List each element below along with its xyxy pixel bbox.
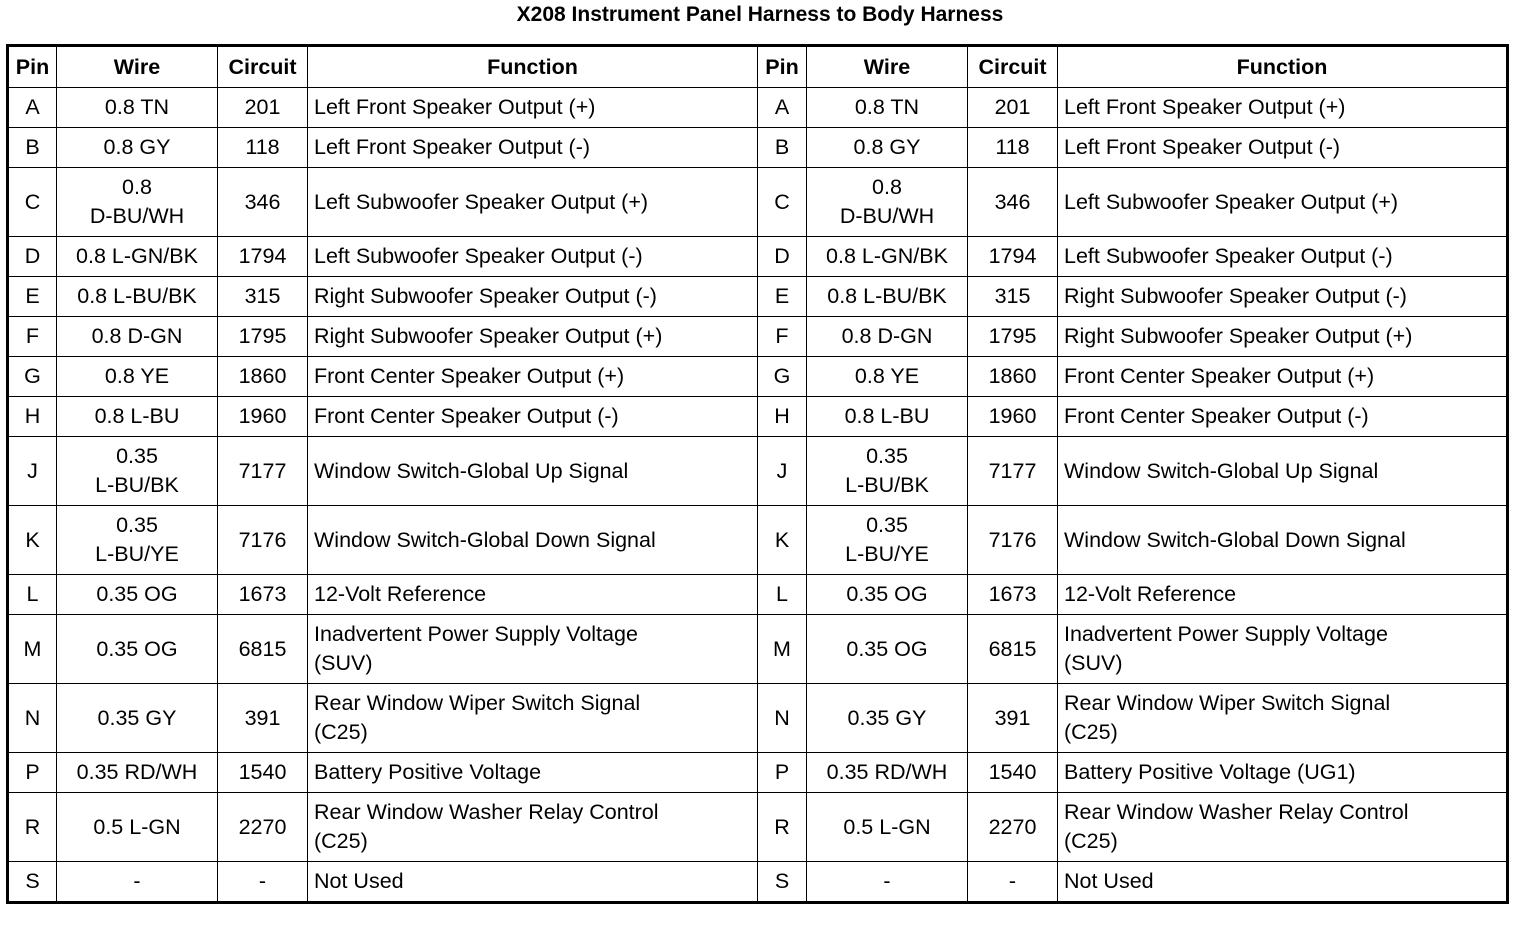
right-circuit-cell: 1794 (968, 237, 1058, 277)
table-row (8, 128, 1508, 168)
harness-pinout-table (6, 44, 1509, 904)
right-wire-cell: 0.8 D-BU/WH (807, 168, 968, 237)
left-circuit-cell: 1540 (218, 753, 308, 793)
right-function-cell: Left Front Speaker Output (-) (1058, 128, 1508, 168)
left-circuit-cell: 6815 (218, 615, 308, 684)
left-wire-cell: 0.35 L-BU/YE (57, 506, 218, 575)
table-row (8, 317, 1508, 357)
right-pin-cell: G (758, 357, 807, 397)
right-circuit-cell: 7176 (968, 506, 1058, 575)
right-circuit-cell: 1795 (968, 317, 1058, 357)
right-function-cell: Left Subwoofer Speaker Output (-) (1058, 237, 1508, 277)
left-function-cell: Right Subwoofer Speaker Output (-) (308, 277, 758, 317)
left-pin-cell: R (8, 793, 57, 862)
left-pin-cell: L (8, 575, 57, 615)
left-function-cell: Right Subwoofer Speaker Output (+) (308, 317, 758, 357)
right-circuit-cell: 7177 (968, 437, 1058, 506)
left-circuit-cell: 1960 (218, 397, 308, 437)
table-row (8, 684, 1508, 753)
right-wire-cell: 0.35 OG (807, 575, 968, 615)
right-function-cell: Inadvertent Power Supply Voltage (SUV) (1058, 615, 1508, 684)
table-row (8, 575, 1508, 615)
left-pin-cell: C (8, 168, 57, 237)
right-function-cell: Window Switch-Global Up Signal (1058, 437, 1508, 506)
table-row (8, 615, 1508, 684)
right-pin-cell: P (758, 753, 807, 793)
left-circuit-cell: 201 (218, 88, 308, 128)
right-wire-cell: 0.35 GY (807, 684, 968, 753)
left-wire-cell: 0.8 D-BU/WH (57, 168, 218, 237)
left-function-cell: 12-Volt Reference (308, 575, 758, 615)
right-function-cell: Battery Positive Voltage (UG1) (1058, 753, 1508, 793)
left-wire-cell: 0.35 L-BU/BK (57, 437, 218, 506)
right-circuit-cell: 118 (968, 128, 1058, 168)
right-function-cell: Right Subwoofer Speaker Output (+) (1058, 317, 1508, 357)
left-circuit-cell: 346 (218, 168, 308, 237)
header-pin: Pin (8, 46, 57, 88)
right-wire-cell: 0.35 RD/WH (807, 753, 968, 793)
left-pin-cell: K (8, 506, 57, 575)
left-wire-cell: 0.35 OG (57, 575, 218, 615)
header-function: Function (308, 46, 758, 88)
right-pin-cell: A (758, 88, 807, 128)
table-row (8, 753, 1508, 793)
right-circuit-cell: 6815 (968, 615, 1058, 684)
left-wire-cell: 0.8 GY (57, 128, 218, 168)
left-pin-cell: B (8, 128, 57, 168)
left-circuit-cell: 7176 (218, 506, 308, 575)
left-function-cell: Left Front Speaker Output (-) (308, 128, 758, 168)
right-circuit-cell: 1540 (968, 753, 1058, 793)
right-pin-cell: M (758, 615, 807, 684)
right-pin-cell: N (758, 684, 807, 753)
left-circuit-cell: 2270 (218, 793, 308, 862)
left-pin-cell: G (8, 357, 57, 397)
table-row (8, 168, 1508, 237)
header-wire: Wire (807, 46, 968, 88)
left-pin-cell: D (8, 237, 57, 277)
left-function-cell: Rear Window Washer Relay Control (C25) (308, 793, 758, 862)
left-wire-cell: - (57, 862, 218, 903)
table-row (8, 88, 1508, 128)
left-function-cell: Left Front Speaker Output (+) (308, 88, 758, 128)
left-pin-cell: M (8, 615, 57, 684)
header-wire: Wire (57, 46, 218, 88)
right-function-cell: 12-Volt Reference (1058, 575, 1508, 615)
left-wire-cell: 0.8 D-GN (57, 317, 218, 357)
left-wire-cell: 0.8 L-BU (57, 397, 218, 437)
left-circuit-cell: - (218, 862, 308, 903)
left-function-cell: Battery Positive Voltage (308, 753, 758, 793)
right-wire-cell: 0.8 GY (807, 128, 968, 168)
right-function-cell: Left Subwoofer Speaker Output (+) (1058, 168, 1508, 237)
left-function-cell: Not Used (308, 862, 758, 903)
left-pin-cell: N (8, 684, 57, 753)
right-wire-cell: 0.35 L-BU/YE (807, 506, 968, 575)
table-row (8, 277, 1508, 317)
table-row (8, 862, 1508, 903)
left-circuit-cell: 391 (218, 684, 308, 753)
right-pin-cell: C (758, 168, 807, 237)
right-wire-cell: 0.8 L-GN/BK (807, 237, 968, 277)
right-pin-cell: J (758, 437, 807, 506)
right-circuit-cell: 1860 (968, 357, 1058, 397)
right-function-cell: Front Center Speaker Output (-) (1058, 397, 1508, 437)
left-pin-cell: F (8, 317, 57, 357)
left-function-cell: Inadvertent Power Supply Voltage (SUV) (308, 615, 758, 684)
right-wire-cell: - (807, 862, 968, 903)
right-circuit-cell: 315 (968, 277, 1058, 317)
right-circuit-cell: - (968, 862, 1058, 903)
left-function-cell: Front Center Speaker Output (-) (308, 397, 758, 437)
right-circuit-cell: 1673 (968, 575, 1058, 615)
left-function-cell: Left Subwoofer Speaker Output (+) (308, 168, 758, 237)
left-wire-cell: 0.8 L-GN/BK (57, 237, 218, 277)
right-wire-cell: 0.8 L-BU/BK (807, 277, 968, 317)
table-row (8, 357, 1508, 397)
right-wire-cell: 0.8 D-GN (807, 317, 968, 357)
right-circuit-cell: 2270 (968, 793, 1058, 862)
header-circuit: Circuit (218, 46, 308, 88)
right-wire-cell: 0.8 TN (807, 88, 968, 128)
table-row (8, 506, 1508, 575)
left-pin-cell: E (8, 277, 57, 317)
right-pin-cell: B (758, 128, 807, 168)
right-wire-cell: 0.8 L-BU (807, 397, 968, 437)
left-pin-cell: J (8, 437, 57, 506)
table-title: X208 Instrument Panel Harness to Body Harness (516, 3, 1004, 26)
right-pin-cell: L (758, 575, 807, 615)
right-function-cell: Front Center Speaker Output (+) (1058, 357, 1508, 397)
right-pin-cell: D (758, 237, 807, 277)
right-circuit-cell: 1960 (968, 397, 1058, 437)
table-row (8, 397, 1508, 437)
right-circuit-cell: 346 (968, 168, 1058, 237)
left-wire-cell: 0.8 TN (57, 88, 218, 128)
right-function-cell: Not Used (1058, 862, 1508, 903)
right-wire-cell: 0.8 YE (807, 357, 968, 397)
left-wire-cell: 0.8 YE (57, 357, 218, 397)
right-function-cell: Left Front Speaker Output (+) (1058, 88, 1508, 128)
left-function-cell: Window Switch-Global Down Signal (308, 506, 758, 575)
right-circuit-cell: 201 (968, 88, 1058, 128)
right-function-cell: Rear Window Wiper Switch Signal (C25) (1058, 684, 1508, 753)
right-wire-cell: 0.35 OG (807, 615, 968, 684)
table-row (8, 437, 1508, 506)
right-wire-cell: 0.5 L-GN (807, 793, 968, 862)
left-pin-cell: S (8, 862, 57, 903)
left-circuit-cell: 1794 (218, 237, 308, 277)
left-wire-cell: 0.8 L-BU/BK (57, 277, 218, 317)
header-function: Function (1058, 46, 1508, 88)
header-circuit: Circuit (968, 46, 1058, 88)
table-row (8, 237, 1508, 277)
right-pin-cell: S (758, 862, 807, 903)
right-pin-cell: F (758, 317, 807, 357)
right-pin-cell: H (758, 397, 807, 437)
right-function-cell: Right Subwoofer Speaker Output (-) (1058, 277, 1508, 317)
left-circuit-cell: 1860 (218, 357, 308, 397)
left-wire-cell: 0.35 OG (57, 615, 218, 684)
left-pin-cell: A (8, 88, 57, 128)
left-wire-cell: 0.35 GY (57, 684, 218, 753)
right-wire-cell: 0.35 L-BU/BK (807, 437, 968, 506)
left-function-cell: Front Center Speaker Output (+) (308, 357, 758, 397)
left-function-cell: Rear Window Wiper Switch Signal (C25) (308, 684, 758, 753)
right-pin-cell: R (758, 793, 807, 862)
left-function-cell: Left Subwoofer Speaker Output (-) (308, 237, 758, 277)
left-circuit-cell: 7177 (218, 437, 308, 506)
right-function-cell: Rear Window Washer Relay Control (C25) (1058, 793, 1508, 862)
left-circuit-cell: 118 (218, 128, 308, 168)
left-circuit-cell: 315 (218, 277, 308, 317)
right-circuit-cell: 391 (968, 684, 1058, 753)
left-circuit-cell: 1795 (218, 317, 308, 357)
right-pin-cell: E (758, 277, 807, 317)
left-wire-cell: 0.35 RD/WH (57, 753, 218, 793)
header-row (8, 46, 1508, 88)
left-wire-cell: 0.5 L-GN (57, 793, 218, 862)
header-pin: Pin (758, 46, 807, 88)
left-pin-cell: P (8, 753, 57, 793)
right-pin-cell: K (758, 506, 807, 575)
left-pin-cell: H (8, 397, 57, 437)
table-row (8, 793, 1508, 862)
left-function-cell: Window Switch-Global Up Signal (308, 437, 758, 506)
right-function-cell: Window Switch-Global Down Signal (1058, 506, 1508, 575)
left-circuit-cell: 1673 (218, 575, 308, 615)
